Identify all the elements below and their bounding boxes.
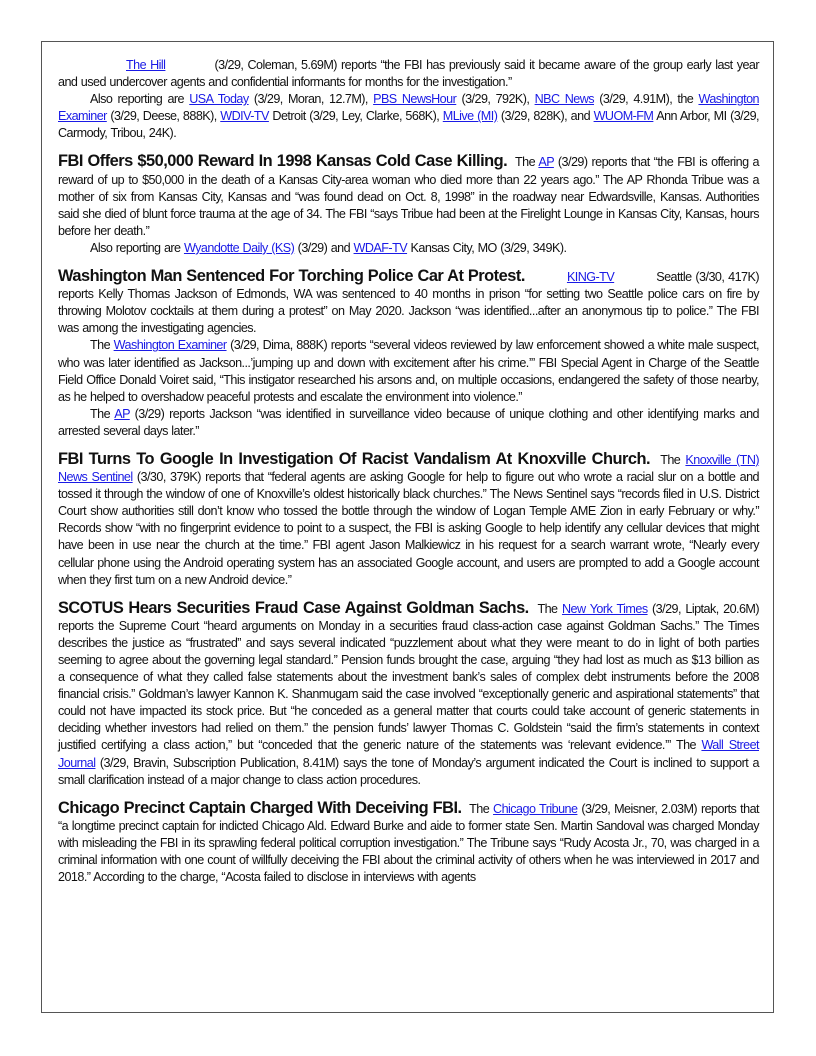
source-link[interactable]: Washington Examiner: [58, 92, 759, 124]
source-link[interactable]: The Hill: [126, 58, 166, 72]
news-article: [58, 57, 759, 142]
source-link[interactable]: Chicago Tribune: [493, 801, 578, 816]
news-clips-document: [58, 57, 759, 897]
news-article: [58, 451, 759, 589]
source-link[interactable]: KING-TV: [566, 270, 615, 285]
article-paragraph: [58, 240, 759, 257]
body-text: (3/29, Bravin, Subscription Publication, 8.41M) says the tone of Monday’s argument indicated the Court is inclined to support a small clarification instead of a major change to class action procedures.: [58, 755, 759, 787]
body-text: (3/29, Dima, 888K) reports “several videos reviewed by law enforcement showed a white male suspect, who was later identified as Jackson...’jumping up and down with excitement after his crime.’” FBI Special Agent in Charge of the Seattle Field Office Donald Voiret said, “This instigator researched his arsons and, on multiple occasions, endangered the safety of those nearby, as he helped to overshadow peaceful protests and escalate the environment into violence.”: [58, 338, 760, 404]
body-text: (3/29, Liptak, 20.6M) reports the Supreme Court “heard arguments on Monday in a securities fraud class-action case against Goldman Sachs.” The Times describes the justice as “frustrated” and says several indicated “puzzlement about what they were meant to do in light of both parties seeming to agree about the governing legal standard.” Pension funds brought the case, arguing “they had lost as much as $13 billion as a consequence of what they called false statements about the investment bank’s sales of complex debt instruments before the 2008 financial crisis.” Goldman’s lawyer Kannon K. Shanmugam said the case involved “exceptionally generic and aspirational statements” that could not have impacted its stock price. But “he conceded as a general matter that courts could take account of generic statements in deciding whether investors had relied on them.” the pension funds’ lawyer Thomas C. Goldstein “said the firm’s statements in context justified certifying a class action,” but “conceded that the generic nature of the statements was ‘relevant evidence.’” The: [58, 601, 760, 753]
news-article: [58, 800, 759, 886]
article-paragraph: [58, 153, 759, 239]
body-text: The: [469, 801, 494, 816]
article-paragraph: [58, 600, 759, 789]
source-link[interactable]: WDAF-TV: [353, 240, 408, 255]
news-article: [58, 268, 759, 440]
source-link[interactable]: USA Today: [189, 92, 249, 107]
article-headline: FBI Turns To Google In Investigation Of Racist Vandalism At Knoxville Church.: [58, 449, 651, 468]
body-text: [533, 270, 567, 284]
source-link[interactable]: AP: [114, 406, 130, 421]
body-text: Seattle (3/30, 417K) reports Kelly Thomas Jackson of Edmonds, WA was sentenced to 40 months in prison “for setting two Seattle police cars on fire by throwing Molotov cocktails at them during a protest” on May 2020. Jackson “was identified...after an anonymous tip to police.” The FBI was among the investigating agencies.: [58, 270, 759, 336]
article-paragraph: [58, 406, 759, 440]
body-text: (3/29) and: [294, 240, 354, 255]
body-text: The: [90, 406, 115, 421]
article-headline: Chicago Precinct Captain Charged With Deceiving FBI.: [58, 798, 462, 817]
article-paragraph: [58, 337, 759, 405]
article-headline: Washington Man Sentenced For Torching Police Car At Protest.: [58, 267, 525, 286]
article-headline: SCOTUS Hears Securities Fraud Case Against Goldman Sachs.: [58, 598, 529, 617]
body-text: Also reporting are: [90, 240, 184, 255]
body-text: (3/29, Moran, 12.7M),: [248, 92, 374, 107]
article-paragraph: [58, 800, 759, 886]
news-article: [58, 600, 759, 789]
source-link[interactable]: NBC News: [534, 92, 595, 107]
source-link[interactable]: WUOM-FM: [593, 109, 654, 124]
body-text: Also reporting are: [90, 92, 190, 107]
body-text: (3/29, 828K), and: [497, 109, 594, 124]
source-link[interactable]: New York Times: [561, 601, 648, 616]
body-text: Ann Arbor, MI (3/29, Carmody, Tribou, 24K).: [58, 109, 759, 141]
body-text: The: [660, 452, 686, 467]
article-paragraph: [58, 57, 759, 91]
source-link[interactable]: Wall Street Journal: [58, 738, 759, 770]
body-text: (3/29) reports Jackson “was identified in surveillance video because of unique clothing and other identifying marks and arrested several days later.”: [58, 406, 759, 438]
body-text: (3/30, 379K) reports that “federal agents are asking Google for help to figure out who wrote a racial slur on a bottle and tossed it through the window of one of Knoxville’s oldest historically black churches.” The News Sentinel says “records filed in U.S. District Court show authorities still don’t know who tossed the bottle through the window of Logan Temple AME Zion in early February or why.” Records show “with no fingerprint evidence to point to a suspect, the FBI is asking Google to help identify any cellular devices that might have been in use near the church at the time.” FBI agent Jason Malkiewicz in his request for a search warrant wrote, “Nearly every cellular phone using the Android operating system has an associated Google account, and users are prompted to add a Google account when they first tum on a new Android device.”: [58, 470, 759, 587]
body-text: (3/29) reports that “the FBI is offering a reward of up to $50,000 in the death of a Kansas City-area woman who died more than 22 years ago.” The AP Rhonda Tribue was a mother of six from Kansas City, Kansas and “was found dead on Oct. 8, 1998” in the roadway near Edwardsville, Kansas. Authorities said she died of blunt force trauma at the age of 34. The FBI “says Tribue had been at the Firelight Lounge in Kansas City, Kansas, hours before her death.”: [58, 155, 759, 238]
source-link[interactable]: MLive (MI): [442, 109, 498, 124]
article-paragraph: [58, 268, 759, 337]
article-headline: FBI Offers $50,000 Reward In 1998 Kansas Cold Case Killing.: [58, 152, 508, 171]
article-paragraph: [58, 91, 759, 142]
source-link[interactable]: Washington Examiner: [113, 338, 227, 353]
body-text: (3/29, 792K),: [456, 92, 535, 107]
source-link[interactable]: PBS NewsHour: [373, 92, 457, 107]
body-text: Kansas City, MO (3/29, 349K).: [407, 240, 567, 255]
body-text: (3/29, 4.91M), the: [594, 92, 699, 107]
source-link[interactable]: AP: [538, 155, 554, 170]
body-text: The: [515, 155, 539, 170]
body-text: (3/29, Deese, 888K),: [106, 109, 221, 124]
article-paragraph: [58, 451, 759, 589]
body-text: (3/29, Meisner, 2.03M) reports that “a longtime precinct captain for indicted Chicago Ald. Edward Burke and aide to former state Sen. Martin Sandoval was charged Monday with misleading the FBI in its sprawling federal political corruption investigation.” The Tribune says “Rudy Acosta Jr., 70, was charged in a criminal information with one count of willfully deceiving the FBI about the criminal activity of others when he was interviewed in 2017 and 2018.” According to the charge, “Acosta failed to disclose in interviews with agents: [58, 801, 759, 885]
news-article: [58, 153, 759, 257]
body-text: (3/29, Coleman, 5.69M) reports “the FBI has previously said it became aware of the group early last year and used undercover agents and confidential informants for months for the investigation.”: [58, 58, 760, 90]
body-text: The: [90, 338, 114, 353]
source-link[interactable]: WDIV-TV: [220, 109, 269, 124]
source-link[interactable]: Knoxville (TN) News Sentinel: [58, 452, 760, 485]
source-link[interactable]: Wyandotte Daily (KS): [183, 240, 295, 255]
body-text: The: [537, 601, 562, 616]
body-text: Detroit (3/29, Ley, Clarke, 568K),: [268, 109, 443, 124]
